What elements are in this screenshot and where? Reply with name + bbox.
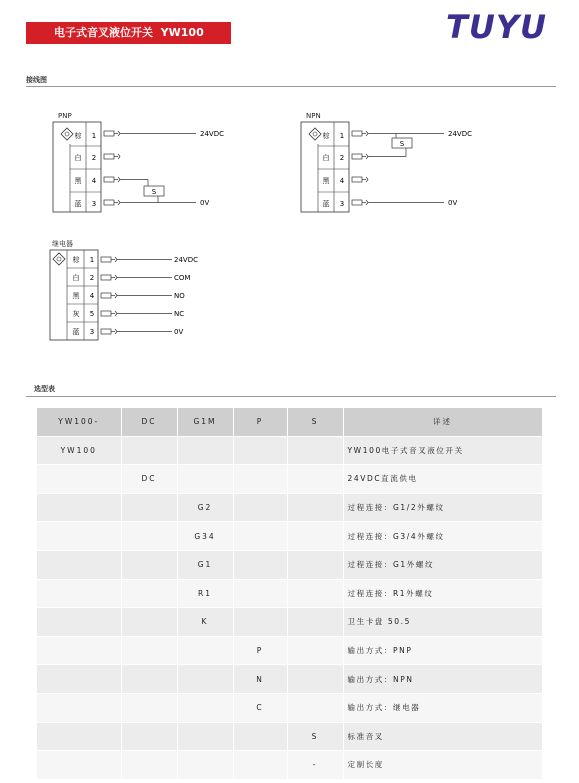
table-row <box>37 522 542 551</box>
code-cell <box>121 636 177 665</box>
table-row <box>37 722 542 751</box>
pin-number: 2 <box>91 154 97 162</box>
code-cell <box>233 436 287 465</box>
sensor-icon <box>53 253 65 265</box>
pnp-label: PNP <box>58 112 72 120</box>
sensor-icon <box>309 128 321 140</box>
description-cell: 输出方式：PNP <box>343 636 542 665</box>
code-cell <box>121 693 177 722</box>
sensor-icon <box>61 128 73 140</box>
description-cell: YW100电子式音叉液位开关 <box>343 436 542 465</box>
pin-color: 白 <box>322 154 330 162</box>
code-cell <box>37 636 121 665</box>
switch-label: S <box>399 140 405 148</box>
signal-label: 0V <box>200 199 210 207</box>
table-row <box>37 636 542 665</box>
code-cell <box>233 522 287 551</box>
code-cell <box>287 436 343 465</box>
pin-color: 蓝 <box>74 200 82 208</box>
column-header: 详述 <box>343 408 542 436</box>
pin-number: 4 <box>339 177 345 185</box>
pin-color: 黑 <box>72 292 80 300</box>
pin-terminals <box>101 257 117 334</box>
brand-logo: TUYU <box>446 8 547 46</box>
table-row <box>37 465 542 494</box>
code-cell <box>121 722 177 751</box>
code-cell <box>121 493 177 522</box>
pin-number: 2 <box>89 274 95 282</box>
wiring-divider <box>26 86 556 87</box>
pin-number: 2 <box>339 154 345 162</box>
code-cell <box>121 751 177 780</box>
code-cell <box>287 465 343 494</box>
pin-number: 4 <box>89 292 95 300</box>
selection-table <box>37 408 543 780</box>
code-cell: C <box>233 693 287 722</box>
table-row <box>37 493 542 522</box>
wires <box>120 134 196 203</box>
code-cell <box>177 636 233 665</box>
code-cell <box>233 465 287 494</box>
description-cell: 输出方式：NPN <box>343 665 542 694</box>
table-row <box>37 550 542 579</box>
column-header: G1M <box>177 408 233 436</box>
code-cell <box>233 493 287 522</box>
column-header: YW100- <box>37 408 121 436</box>
signal-label: COM <box>174 274 191 282</box>
signal-label: 24VDC <box>200 130 224 138</box>
code-cell: P <box>233 636 287 665</box>
code-cell <box>287 522 343 551</box>
pin-color: 蓝 <box>72 328 80 336</box>
code-cell: G1 <box>177 550 233 579</box>
code-cell <box>287 550 343 579</box>
code-cell <box>37 522 121 551</box>
page-title: 电子式音叉液位开关 YW100 <box>26 22 231 44</box>
pin-number: 1 <box>91 132 97 140</box>
code-cell: G2 <box>177 493 233 522</box>
pin-terminals <box>352 131 368 205</box>
code-cell <box>233 579 287 608</box>
pin-number: 3 <box>91 200 97 208</box>
code-cell <box>37 751 121 780</box>
wires <box>117 260 172 332</box>
code-cell <box>177 436 233 465</box>
code-cell: K <box>177 608 233 637</box>
wires <box>368 134 444 203</box>
signal-label: 0V <box>448 199 458 207</box>
code-cell <box>121 608 177 637</box>
code-cell <box>287 636 343 665</box>
signal-label: 24VDC <box>448 130 472 138</box>
signal-label: 24VDC <box>174 256 198 264</box>
code-cell <box>37 579 121 608</box>
table-header-row <box>37 408 542 436</box>
code-cell <box>287 579 343 608</box>
description-cell: 输出方式：继电器 <box>343 693 542 722</box>
npn-label: NPN <box>306 112 321 120</box>
table-row <box>37 665 542 694</box>
code-cell <box>37 693 121 722</box>
code-cell <box>287 665 343 694</box>
pin-number: 1 <box>89 256 95 264</box>
code-cell <box>121 550 177 579</box>
description-cell: 过程连接：G1外螺纹 <box>343 550 542 579</box>
selection-section-title: 选型表 <box>34 385 55 393</box>
column-header: DC <box>121 408 177 436</box>
code-cell <box>177 722 233 751</box>
description-cell: 过程连接：G1/2外螺纹 <box>343 493 542 522</box>
code-cell <box>287 693 343 722</box>
pin-number: 3 <box>339 200 345 208</box>
signal-label: 0V <box>174 328 184 336</box>
pin-color: 黑 <box>74 177 82 185</box>
description-cell: 24VDC直流供电 <box>343 465 542 494</box>
code-cell: G34 <box>177 522 233 551</box>
code-cell <box>37 665 121 694</box>
pin-number: 3 <box>89 328 95 336</box>
table-row <box>37 751 542 780</box>
description-cell: 卫生卡盘 50.5 <box>343 608 542 637</box>
code-cell <box>287 608 343 637</box>
code-cell <box>233 751 287 780</box>
code-cell <box>121 665 177 694</box>
pin-color: 白 <box>72 274 80 282</box>
code-cell <box>37 493 121 522</box>
code-cell <box>177 693 233 722</box>
code-cell: S <box>287 722 343 751</box>
description-cell: 过程连接：G3/4外螺纹 <box>343 522 542 551</box>
pin-color: 黑 <box>322 177 330 185</box>
description-cell: 过程连接：R1外螺纹 <box>343 579 542 608</box>
pin-number: 1 <box>339 132 345 140</box>
table-row <box>37 608 542 637</box>
code-cell <box>121 522 177 551</box>
signal-label: NO <box>174 292 185 300</box>
relay-label: 继电器 <box>52 240 73 248</box>
code-cell: N <box>233 665 287 694</box>
code-cell <box>37 608 121 637</box>
pin-number: 4 <box>91 177 97 185</box>
code-cell <box>177 665 233 694</box>
code-cell: - <box>287 751 343 780</box>
code-cell <box>37 722 121 751</box>
pin-color: 灰 <box>72 310 80 318</box>
column-header: P <box>233 408 287 436</box>
code-cell <box>37 465 121 494</box>
description-cell: 定制长度 <box>343 751 542 780</box>
selection-divider <box>26 396 556 397</box>
column-header: S <box>287 408 343 436</box>
code-cell <box>37 550 121 579</box>
description-cell: 标准音叉 <box>343 722 542 751</box>
code-cell <box>177 465 233 494</box>
code-cell <box>121 579 177 608</box>
switch-label: S <box>151 188 157 196</box>
code-cell: YW100 <box>37 436 121 465</box>
pin-color: 棕 <box>72 256 80 264</box>
signal-label: NC <box>174 310 185 318</box>
code-cell: DC <box>121 465 177 494</box>
pin-color: 棕 <box>322 132 330 140</box>
code-cell <box>177 751 233 780</box>
table-row <box>37 436 542 465</box>
pin-terminals <box>104 131 120 205</box>
code-cell <box>121 436 177 465</box>
pin-number: 5 <box>89 310 95 318</box>
code-cell <box>287 493 343 522</box>
code-cell <box>233 550 287 579</box>
wiring-section-title: 接线图 <box>26 76 47 84</box>
table-row <box>37 693 542 722</box>
pin-color: 蓝 <box>322 200 330 208</box>
code-cell: R1 <box>177 579 233 608</box>
table-row <box>37 579 542 608</box>
code-cell <box>233 722 287 751</box>
code-cell <box>233 608 287 637</box>
pin-color: 棕 <box>74 132 82 140</box>
pin-color: 白 <box>74 154 82 162</box>
